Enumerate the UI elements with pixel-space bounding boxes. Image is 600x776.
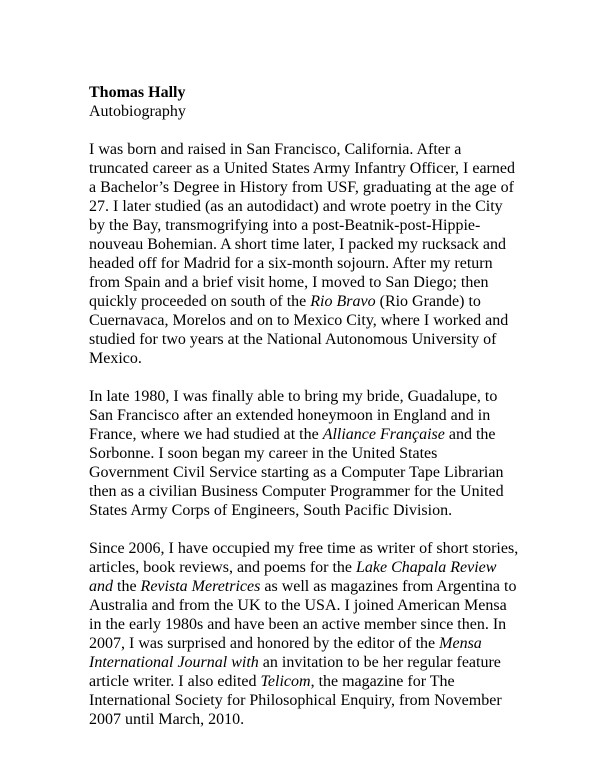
p3-line-3 [89, 577, 529, 596]
p1-line-2: truncated career as a United States Army Infantry Officer, I earned [89, 160, 515, 177]
author-name: Thomas Hally [89, 84, 186, 101]
p2-line-1: In late 1980, I was finally able to bring my bride, Guadalupe, to [89, 388, 498, 405]
p3-line-8-text-a: article writer. I also edited [89, 673, 261, 690]
p3-line-8-text-c: , the magazine for The [310, 673, 455, 690]
document-page [89, 83, 529, 748]
p2-line-4: Sorbonne. I soon began my career in the United States [89, 445, 438, 462]
p3-line-2-text-a: articles, book reviews, and poems for the [89, 559, 357, 576]
p1-line-7: headed off for Madrid for a six-month sojourn. After my return [89, 255, 493, 272]
p3-line-7 [89, 653, 529, 672]
p3-line-8 [89, 672, 529, 691]
p3-line-6 [89, 634, 529, 653]
p2-line-6: then as a civilian Business Computer Programmer for the United [89, 483, 504, 500]
rio-bravo-italic: Rio Bravo [310, 293, 376, 310]
p1-line-6: nouveau Bohemian. A short time later, I packed my rucksack and [89, 236, 507, 253]
telicom-italic: Telicom [260, 673, 311, 690]
p2-line-3 [89, 425, 529, 444]
p1-line-4: 27. I later studied (as an autodidact) and wrote poetry in the City [89, 198, 503, 215]
p1-line-5: by the Bay, transmogrifying into a post-Beatnik-post-Hippie- [89, 217, 481, 234]
paragraph-2 [89, 387, 529, 520]
p2-line-7: States Army Corps of Engineers, South Pacific Division. [89, 502, 453, 519]
p2-line-2: San Francisco after an extended honeymoon in England and in [89, 407, 491, 424]
document-subtitle: Autobiography [89, 103, 186, 120]
p3-line-3-text-b: the [113, 578, 141, 595]
p3-line-1: Since 2006, I have occupied my free time as writer of short stories, [89, 540, 519, 557]
p3-line-10: 2007 until March, 2010. [89, 711, 245, 728]
p3-line-3-text-d: as well as magazines from Argentina to [260, 578, 517, 595]
p3-line-2 [89, 558, 529, 577]
p1-line-3: a Bachelor’s Degree in History from USF, graduating at the age of [89, 179, 514, 196]
p3-line-4: Australia and from the UK to the USA. I joined American Mensa [89, 597, 507, 614]
p2-line-5: Government Civil Service starting as a Computer Tape Librarian [89, 464, 504, 481]
p1-line-8: from Spain and a brief visit home, I moved to San Diego; then [89, 274, 489, 291]
lake-chapala-review-italic: Lake Chapala Review [356, 559, 497, 576]
p1-line-9 [89, 292, 529, 311]
p3-line-6-text-a: 2007, I was surprised and honored by the editor of the [89, 635, 440, 652]
p2-line-3-text-c: and the [444, 426, 496, 443]
p1-line-1: I was born and raised in San Francisco, California. After a [89, 141, 462, 158]
paragraph-3 [89, 539, 529, 729]
p1-line-11: studied for two years at the National Autonomous University of [89, 331, 497, 348]
p3-line-7-text-b: an invitation to be her regular feature [258, 654, 501, 671]
p1-line-12: Mexico. [89, 350, 142, 367]
p3-line-9: International Society for Philosophical Enquiry, from November [89, 692, 502, 709]
paragraph-1 [89, 140, 529, 368]
alliance-francaise-italic: Alliance Française [322, 426, 445, 443]
p1-line-9-text-c: (Rio Grande) to [375, 293, 481, 310]
mensa-italic: Mensa [439, 635, 482, 652]
and-italic: and [89, 578, 113, 595]
journal-italic: International Journal with [89, 654, 259, 671]
p3-line-5: in the early 1980s and have been an active member since then. In [89, 616, 507, 633]
revista-meretrices-italic: Revista Meretrices [140, 578, 261, 595]
p1-line-10: Cuernavaca, Morelos and on to Mexico City, where I worked and [89, 312, 509, 329]
p2-line-3-text-a: France, where we had studied at the [89, 426, 323, 443]
p1-line-9-text-a: quickly proceeded on south of the [89, 293, 311, 310]
